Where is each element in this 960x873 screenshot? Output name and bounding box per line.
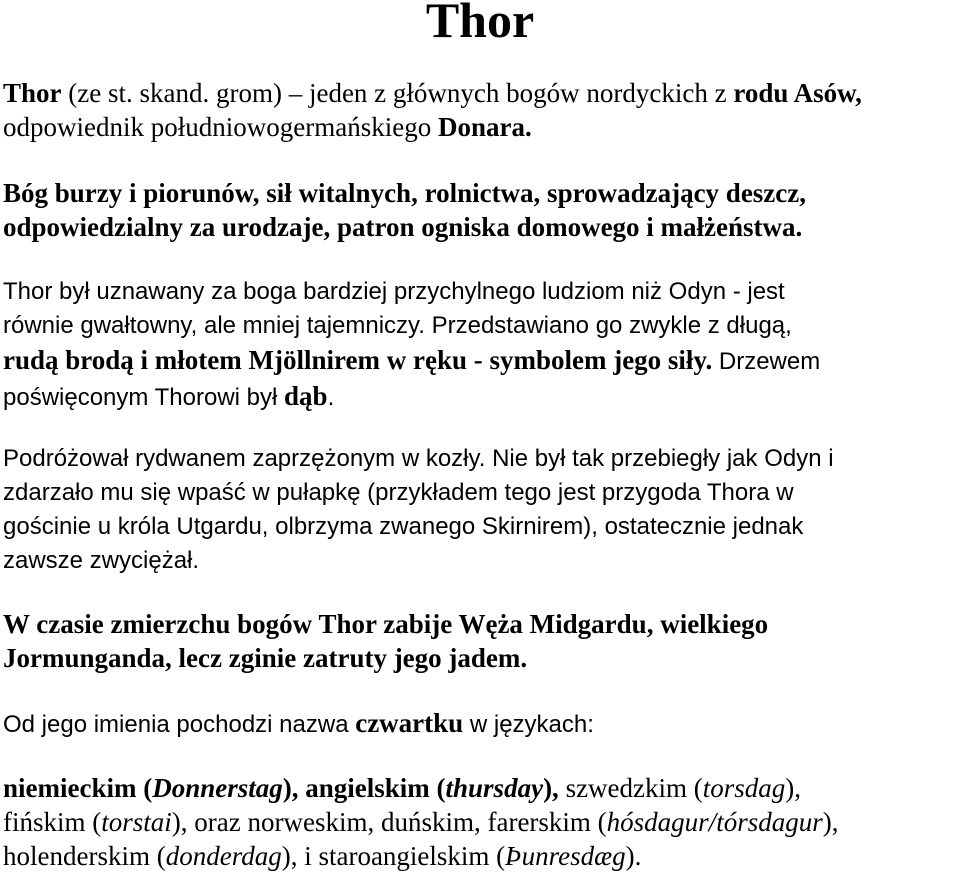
italic-word-donnerstag: Donnerstag — [152, 773, 283, 803]
text-span: odpowiednik południowogermańskiego — [3, 112, 438, 142]
italic-word-torstai: torstai — [101, 807, 172, 837]
paragraph-travels — [3, 442, 958, 578]
paragraph-languages — [3, 771, 958, 873]
text-line: zdarzało mu się wpaść w pułapkę (przykładem tego jest przygoda Thora w — [3, 479, 794, 506]
text-line: odpowiedzialny za urodzaje, patron ogniska domowego i małżeństwa. — [3, 212, 803, 242]
text-span: niemieckim ( — [3, 773, 153, 803]
paragraph-intro — [3, 76, 958, 144]
text-span: ), i staroangielskim ( — [281, 841, 506, 871]
paragraph-ragnarok — [3, 607, 958, 675]
text-span: . — [327, 384, 335, 411]
text-line — [3, 839, 958, 873]
text-line — [3, 76, 958, 110]
text-span: Drzewem — [712, 348, 821, 375]
text-line: Thor był uznawany za boga bardziej przychylnego ludziom niż Odyn - jest — [3, 278, 785, 305]
paragraph-domains — [3, 176, 958, 244]
bold-sentence: rudą brodą i młotem Mjöllnirem w ręku - symbolem jego siły. — [3, 345, 713, 375]
text-span: ), — [822, 807, 839, 837]
text-span: szwedzkim ( — [558, 773, 703, 803]
text-span: poświęconym Thorowi był — [3, 384, 285, 411]
text-span: Od jego imienia pochodzi nazwa — [3, 711, 356, 738]
paragraph-description — [3, 275, 958, 415]
text-line — [3, 110, 958, 144]
text-line — [3, 379, 958, 415]
text-line — [3, 771, 958, 805]
text-span: ), oraz norweskim, duńskim, farerskim ( — [171, 807, 607, 837]
bold-term-asowie: rodu Asów, — [733, 78, 862, 108]
bold-term-thor: Thor — [3, 78, 62, 108]
text-span: holenderskim ( — [3, 841, 166, 871]
italic-word-hosdagur: hósdagur/tórsdagur — [606, 807, 823, 837]
text-line: Bóg burzy i piorunów, sił witalnych, rolnictwa, sprowadzający deszcz, — [3, 178, 807, 208]
text-span: w językach: — [463, 711, 594, 738]
italic-word-donderdag: donderdag — [165, 841, 282, 871]
text-span: (ze st. skand. grom) – jeden z głównych bogów nordyckich z — [61, 78, 734, 108]
text-line: W czasie zmierzchu bogów Thor zabije Węża Midgardu, wielkiego — [3, 609, 769, 639]
bold-term-czwartek: czwartku — [355, 708, 464, 738]
italic-word-torsdag: torsdag — [702, 773, 786, 803]
text-span: ), angielskim ( — [282, 773, 446, 803]
page-title: Thor — [425, 0, 535, 48]
text-span: ), — [785, 773, 802, 803]
bold-term-donar: Donara. — [437, 112, 532, 142]
text-span: ). — [625, 841, 642, 871]
text-line: zawsze zwyciężał. — [3, 547, 200, 574]
italic-word-thursday: thursday — [445, 773, 544, 803]
italic-word-thunresdaeg: Þunresdæg — [505, 841, 626, 871]
text-line: Jormunganda, lecz zginie zatruty jego jadem. — [3, 643, 528, 673]
text-line — [3, 805, 958, 839]
paragraph-thursday — [3, 706, 958, 742]
text-line — [3, 706, 958, 742]
text-span: fińskim ( — [3, 807, 102, 837]
text-line — [3, 343, 958, 379]
text-line: Podróżował rydwanem zaprzężonym w kozły. Nie był tak przebiegły jak Odyn i — [3, 445, 834, 472]
text-line: gościnie u króla Utgardu, olbrzyma zwanego Skirnirem), ostatecznie jednak — [3, 513, 804, 540]
text-span: ), — [543, 773, 559, 803]
text-line: równie gwałtowny, ale mniej tajemniczy. Przedstawiano go zwykle z długą, — [3, 312, 792, 339]
bold-term-dab: dąb — [284, 381, 328, 411]
